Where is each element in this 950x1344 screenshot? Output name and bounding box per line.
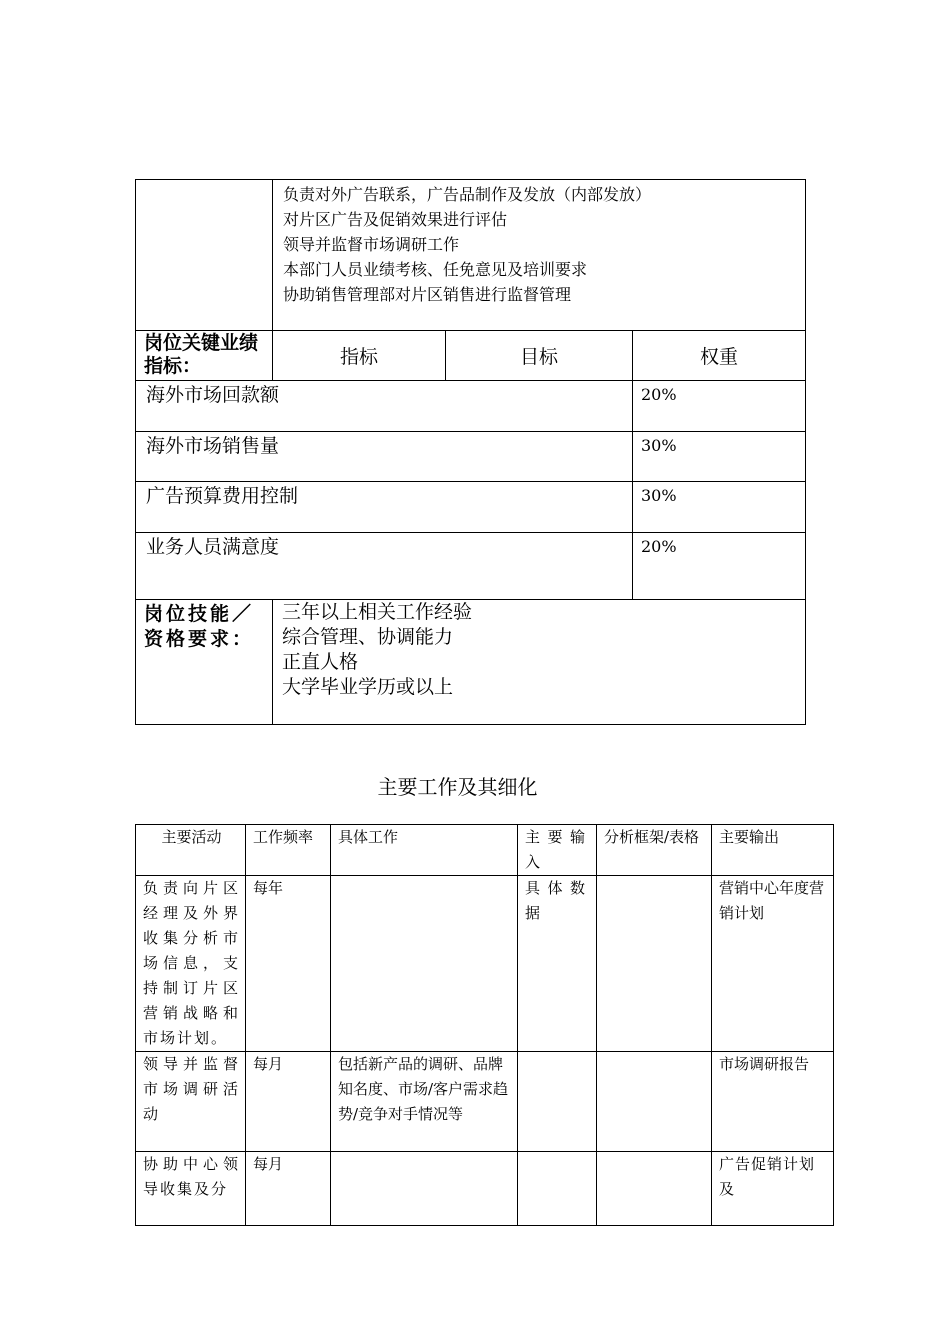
work-frequency: 每月 (246, 1052, 331, 1152)
kpi-column-target: 目标 (446, 331, 633, 381)
skill-item: 综合管理、协调能力 (282, 626, 454, 648)
skills-cell (273, 600, 806, 725)
skill-item: 大学毕业学历或以上 (282, 676, 454, 698)
duty-item: 负责对外广告联系，广告品制作及发放（内部发放） (283, 185, 652, 204)
work-output: 广告促销计划及 (712, 1152, 834, 1226)
duty-item: 协助销售管理部对片区销售进行监督管理 (283, 285, 572, 304)
kpi-header-row (136, 331, 806, 381)
job-description-table (135, 179, 806, 725)
kpi-weight: 30% (633, 482, 806, 533)
kpi-weight: 30% (633, 432, 806, 482)
work-frequency: 每年 (246, 876, 331, 1052)
work-framework (597, 1152, 712, 1226)
work-row (136, 1152, 834, 1226)
skill-item: 正直人格 (282, 651, 359, 673)
kpi-column-weight: 权重 (633, 331, 806, 381)
header-details: 具体工作 (331, 825, 518, 876)
kpi-weight: 20% (633, 533, 806, 600)
work-activity: 领导并监督市场调研活动 (136, 1052, 246, 1152)
work-output: 市场调研报告 (712, 1052, 834, 1152)
kpi-indicator: 业务人员满意度 (136, 533, 633, 600)
work-input (518, 1052, 597, 1152)
kpi-row (136, 381, 806, 432)
work-framework (597, 1052, 712, 1152)
kpi-column-indicator: 指标 (273, 331, 446, 381)
header-activity: 主要活动 (136, 825, 246, 876)
header-frequency: 工作频率 (246, 825, 331, 876)
work-row (136, 1052, 834, 1152)
work-activity: 协助中心领导收集及分 (136, 1152, 246, 1226)
work-header-row (136, 825, 834, 876)
work-activity: 负责向片区经理及外界收集分析市场信息，支持制订片区营销战略和市场计划。 (136, 876, 246, 1052)
work-details (331, 876, 518, 1052)
work-input (518, 1152, 597, 1226)
skills-heading: 岗位技能／资格要求： (136, 600, 273, 725)
work-row (136, 876, 834, 1052)
kpi-weight: 20% (633, 381, 806, 432)
kpi-indicator: 海外市场销售量 (136, 432, 633, 482)
header-framework: 分析框架/表格 (597, 825, 712, 876)
kpi-row (136, 432, 806, 482)
duty-item: 领导并监督市场调研工作 (283, 235, 460, 254)
header-input: 主要输入 (518, 825, 597, 876)
work-output: 营销中心年度营销计划 (712, 876, 834, 1052)
work-details (331, 1152, 518, 1226)
section-title: 主要工作及其细化 (377, 775, 538, 799)
kpi-indicator: 海外市场回款额 (136, 381, 633, 432)
skills-row (136, 600, 806, 725)
work-breakdown-table (135, 824, 834, 1226)
duty-item: 对片区广告及促销效果进行评估 (283, 210, 508, 229)
duties-label-cell (136, 180, 273, 331)
work-details: 包括新产品的调研、品牌知名度、市场/客户需求趋势/竞争对手情况等 (331, 1052, 518, 1152)
kpi-row (136, 482, 806, 533)
work-frequency: 每月 (246, 1152, 331, 1226)
work-framework (597, 876, 712, 1052)
duty-item: 本部门人员业绩考核、任免意见及培训要求 (283, 260, 588, 279)
skill-item: 三年以上相关工作经验 (282, 601, 473, 623)
duties-row (136, 180, 806, 331)
header-output: 主要输出 (712, 825, 834, 876)
work-input: 具体数据 (518, 876, 597, 1052)
kpi-heading: 岗位关键业绩指标： (136, 331, 273, 381)
kpi-row (136, 533, 806, 600)
kpi-indicator: 广告预算费用控制 (136, 482, 633, 533)
duties-cell (273, 180, 806, 331)
